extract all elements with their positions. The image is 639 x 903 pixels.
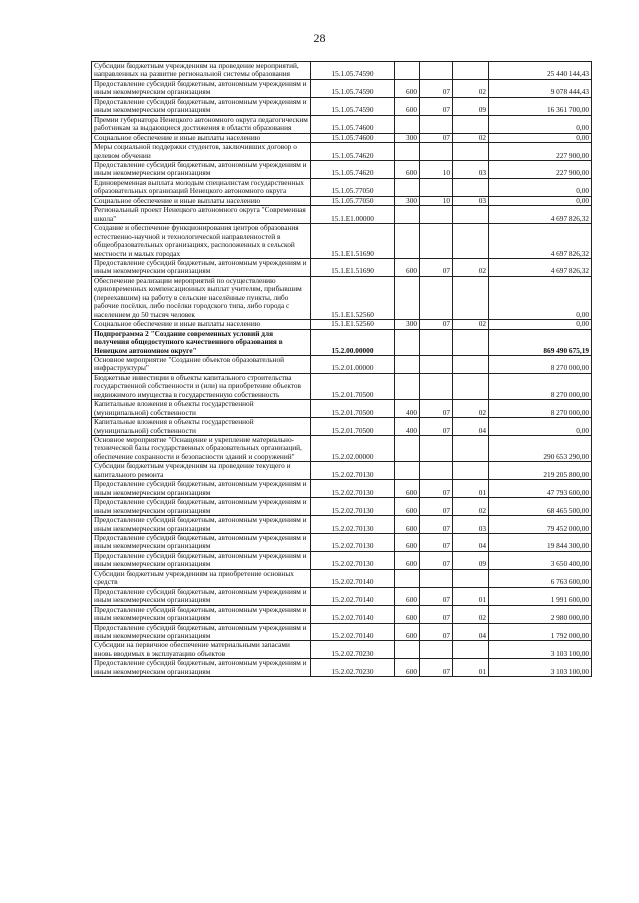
row-code-cell: 15.2.02.70140 [311,569,395,587]
table-row [92,623,592,641]
row-amount-cell: 290 653 290,00 [489,436,592,462]
table-row [92,534,592,552]
row-subsection-cell: 03 [453,160,489,178]
row-expense-type-cell: 600 [395,480,420,498]
row-section-cell: 07 [420,534,453,552]
table-row [92,551,592,569]
row-expense-type-cell: 600 [395,258,420,276]
row-expense-type-cell: 600 [395,605,420,623]
row-expense-type-cell: 600 [395,623,420,641]
row-section-cell [420,355,453,373]
page-number: 28 [313,31,326,45]
row-amount-cell: 16 361 700,00 [489,97,592,115]
row-code-cell: 15.2.02.70230 [311,659,395,677]
row-expense-type-cell [395,373,420,399]
row-name-cell: Капитальные вложения в объекты государственной (муниципальной) собственности [92,418,311,436]
row-expense-type-cell: 600 [395,551,420,569]
row-subsection-cell [453,436,489,462]
row-code-cell: 15.2.02.70130 [311,516,395,534]
row-section-cell: 07 [420,418,453,436]
row-expense-type-cell: 300 [395,320,420,329]
row-expense-type-cell [395,329,420,355]
row-amount-cell: 19 844 300,00 [489,534,592,552]
row-section-cell [420,224,453,259]
row-name-cell: Предоставление субсидий бюджетным, автономным учреждениям и иным некоммерческим организациям [92,498,311,516]
row-subsection-cell: 04 [453,534,489,552]
row-amount-cell: 0,00 [489,196,592,205]
row-expense-type-cell [395,569,420,587]
row-name-cell: Предоставление субсидий бюджетным, автономным учреждениям и иным некоммерческим организациям [92,160,311,178]
row-name-cell: Субсидии бюджетным учреждениям на проведение мероприятий, направленных на развитие региональной системы образования [92,62,311,80]
row-subsection-cell [453,276,489,319]
row-amount-cell: 0,00 [489,276,592,319]
row-code-cell: 15.1.05.74590 [311,97,395,115]
row-section-cell: 07 [420,133,453,142]
row-amount-cell: 4 697 826,32 [489,206,592,224]
row-code-cell: 15.1.E1.00000 [311,206,395,224]
row-amount-cell: 227 900,00 [489,143,592,161]
table-row [92,480,592,498]
row-expense-type-cell: 600 [395,160,420,178]
row-amount-cell: 8 270 000,00 [489,373,592,399]
table-row [92,115,592,133]
row-section-cell: 07 [420,320,453,329]
row-subsection-cell: 01 [453,587,489,605]
row-subsection-cell [453,641,489,659]
row-code-cell: 15.1.05.74590 [311,62,395,80]
row-section-cell [420,373,453,399]
row-subsection-cell [453,224,489,259]
row-section-cell: 07 [420,97,453,115]
row-name-cell: Бюджетные инвестиции в объекты капитального строительства государственной собственности и (или) на приобретение объектов недвижимого имущества в государственную собственность [92,373,311,399]
row-subsection-cell: 04 [453,623,489,641]
row-name-cell: Основное мероприятие "Создание объектов образовательной инфраструктуры" [92,355,311,373]
row-expense-type-cell [395,462,420,480]
row-amount-cell: 47 793 600,00 [489,480,592,498]
row-code-cell: 15.2.02.70130 [311,498,395,516]
table-row [92,196,592,205]
row-expense-type-cell [395,178,420,196]
row-amount-cell: 4 697 826,32 [489,224,592,259]
row-code-cell: 15.2.02.00000 [311,436,395,462]
table-row [92,258,592,276]
table-row [92,641,592,659]
row-code-cell: 15.2.02.70130 [311,534,395,552]
row-code-cell: 15.2.01.70500 [311,418,395,436]
row-name-cell: Региональный проект Ненецкого автономного округа "Современная школа" [92,206,311,224]
row-subsection-cell: 03 [453,516,489,534]
row-section-cell: 07 [420,623,453,641]
row-section-cell: 07 [420,587,453,605]
row-name-cell: Социальное обеспечение и иные выплаты населению [92,320,311,329]
row-subsection-cell: 02 [453,400,489,418]
row-expense-type-cell: 600 [395,587,420,605]
row-amount-cell: 9 078 444,43 [489,79,592,97]
row-expense-type-cell: 300 [395,133,420,142]
row-name-cell: Премии губернатора Ненецкого автономного округа педагогическим работникам за выдающиеся достижения в области образования [92,115,311,133]
row-expense-type-cell: 400 [395,400,420,418]
row-section-cell [420,569,453,587]
table-row [92,160,592,178]
row-expense-type-cell: 600 [395,659,420,677]
row-name-cell: Создание и обеспечение функционирования центров образования естественно-научной и технологической направленностей в общеобразовательных организациях, расположенных в сельской местности и малых городах [92,224,311,259]
row-section-cell [420,276,453,319]
row-subsection-cell [453,329,489,355]
row-code-cell: 15.2.00.00000 [311,329,395,355]
row-name-cell: Предоставление субсидий бюджетным, автономным учреждениям и иным некоммерческим организациям [92,79,311,97]
table-row [92,373,592,399]
row-amount-cell: 68 465 500,00 [489,498,592,516]
row-expense-type-cell [395,62,420,80]
row-section-cell: 07 [420,258,453,276]
table-row [92,276,592,319]
row-section-cell: 07 [420,498,453,516]
row-expense-type-cell: 600 [395,534,420,552]
row-name-cell: Предоставление субсидий бюджетным, автономным учреждениям и иным некоммерческим организациям [92,534,311,552]
row-expense-type-cell [395,115,420,133]
table-row [92,178,592,196]
row-subsection-cell: 02 [453,258,489,276]
row-subsection-cell [453,462,489,480]
row-section-cell [420,178,453,196]
row-name-cell: Обеспечение реализации мероприятий по осуществлению единовременных компенсационных выплат учителям, прибывшим (переехавшим) на работу в сельские населённые пункты, либо рабочие посёлки, либо посёлки городского типа, либо города с населением до 50 тысяч человек [92,276,311,319]
row-amount-cell: 1 991 600,00 [489,587,592,605]
row-amount-cell: 869 490 675,19 [489,329,592,355]
row-expense-type-cell [395,224,420,259]
table-row [92,79,592,97]
row-section-cell: 10 [420,160,453,178]
row-code-cell: 15.2.02.70140 [311,623,395,641]
row-code-cell: 15.2.01.70500 [311,400,395,418]
row-section-cell: 07 [420,605,453,623]
row-section-cell [420,329,453,355]
row-code-cell: 15.2.02.70140 [311,587,395,605]
table-row [92,498,592,516]
row-subsection-cell: 04 [453,418,489,436]
row-name-cell: Субсидии на первичное обеспечение материальными запасами вновь вводимых в эксплуатацию объектов [92,641,311,659]
table-row [92,605,592,623]
row-code-cell: 15.2.02.70230 [311,641,395,659]
row-subsection-cell: 09 [453,97,489,115]
row-section-cell [420,143,453,161]
row-section-cell: 07 [420,551,453,569]
row-amount-cell: 1 792 000,00 [489,623,592,641]
row-expense-type-cell [395,276,420,319]
row-code-cell: 15.1.05.74600 [311,115,395,133]
row-expense-type-cell [395,436,420,462]
row-name-cell: Единовременная выплата молодым специалистам государственных образовательных организаций Ненецкого автономного округа [92,178,311,196]
row-section-cell [420,115,453,133]
row-amount-cell: 2 980 000,00 [489,605,592,623]
table-row [92,436,592,462]
row-amount-cell: 227 900,00 [489,160,592,178]
table-row [92,569,592,587]
row-code-cell: 15.2.01.00000 [311,355,395,373]
row-name-cell: Социальное обеспечение и иные выплаты населению [92,196,311,205]
row-subsection-cell [453,115,489,133]
row-subsection-cell: 02 [453,605,489,623]
row-amount-cell: 8 270 000,00 [489,355,592,373]
row-name-cell: Подпрограмма 2 "Создание современных условий для получения общедоступного качественного образования в Ненецком автономном округе" [92,329,311,355]
row-code-cell: 15.2.02.70130 [311,480,395,498]
row-name-cell: Предоставление субсидий бюджетным, автономным учреждениям и иным некоммерческим организациям [92,258,311,276]
row-name-cell: Предоставление субсидий бюджетным, автономным учреждениям и иным некоммерческим организациям [92,97,311,115]
row-expense-type-cell [395,206,420,224]
row-expense-type-cell: 600 [395,516,420,534]
row-section-cell [420,436,453,462]
row-expense-type-cell: 600 [395,97,420,115]
row-amount-cell: 0,00 [489,320,592,329]
row-subsection-cell [453,206,489,224]
row-name-cell: Социальное обеспечение и иные выплаты населению [92,133,311,142]
row-section-cell: 07 [420,480,453,498]
row-code-cell: 15.1.E1.52560 [311,320,395,329]
row-code-cell: 15.2.01.70500 [311,373,395,399]
row-subsection-cell: 02 [453,320,489,329]
row-amount-cell: 0,00 [489,115,592,133]
table-row [92,320,592,329]
row-name-cell: Предоставление субсидий бюджетным, автономным учреждениям и иным некоммерческим организациям [92,516,311,534]
row-subsection-cell: 02 [453,79,489,97]
row-expense-type-cell [395,143,420,161]
table-row [92,400,592,418]
row-expense-type-cell: 600 [395,79,420,97]
row-section-cell [420,206,453,224]
table-row [92,206,592,224]
row-amount-cell: 8 270 000,00 [489,400,592,418]
table-row [92,97,592,115]
table-row [92,659,592,677]
row-name-cell: Предоставление субсидий бюджетным, автономным учреждениям и иным некоммерческим организациям [92,659,311,677]
row-code-cell: 15.1.05.74600 [311,133,395,142]
row-code-cell: 15.1.05.74620 [311,143,395,161]
row-section-cell [420,62,453,80]
budget-table-body [92,62,592,677]
row-amount-cell: 3 650 400,00 [489,551,592,569]
row-code-cell: 15.1.05.77050 [311,178,395,196]
row-name-cell: Предоставление субсидий бюджетным, автономным учреждениям и иным некоммерческим организациям [92,480,311,498]
row-section-cell: 07 [420,516,453,534]
row-amount-cell: 0,00 [489,418,592,436]
row-expense-type-cell: 300 [395,196,420,205]
row-subsection-cell: 02 [453,498,489,516]
row-subsection-cell [453,569,489,587]
row-section-cell: 10 [420,196,453,205]
row-subsection-cell: 01 [453,480,489,498]
row-subsection-cell [453,62,489,80]
row-amount-cell: 4 697 826,32 [489,258,592,276]
row-expense-type-cell [395,355,420,373]
budget-table [91,61,592,677]
row-subsection-cell: 09 [453,551,489,569]
row-subsection-cell [453,355,489,373]
row-code-cell: 15.2.02.70130 [311,551,395,569]
row-section-cell: 07 [420,659,453,677]
row-section-cell [420,462,453,480]
row-expense-type-cell: 400 [395,418,420,436]
row-name-cell: Субсидии бюджетным учреждениям на приобретение основных средств [92,569,311,587]
row-name-cell: Предоставление субсидий бюджетным, автономным учреждениям и иным некоммерческим организациям [92,587,311,605]
row-name-cell: Предоставление субсидий бюджетным, автономным учреждениям и иным некоммерческим организациям [92,551,311,569]
row-code-cell: 15.1.E1.51690 [311,224,395,259]
row-name-cell: Предоставление субсидий бюджетным, автономным учреждениям и иным некоммерческим организациям [92,605,311,623]
row-section-cell: 07 [420,79,453,97]
row-amount-cell: 25 440 144,43 [489,62,592,80]
row-subsection-cell: 02 [453,133,489,142]
table-row [92,224,592,259]
row-amount-cell: 219 205 800,00 [489,462,592,480]
row-amount-cell: 6 763 600,00 [489,569,592,587]
row-name-cell: Капитальные вложения в объекты государственной (муниципальной) собственности [92,400,311,418]
row-subsection-cell: 03 [453,196,489,205]
row-name-cell: Основное мероприятие "Оснащение и укрепление материально-технической базы государственных образовательных организаций, обеспечение сохранности и безопасности зданий и сооружений" [92,436,311,462]
row-name-cell: Меры социальной поддержки студентов, заключивших договор о целевом обучении [92,143,311,161]
row-expense-type-cell [395,641,420,659]
table-row [92,462,592,480]
table-row [92,418,592,436]
row-code-cell: 15.1.05.74620 [311,160,395,178]
table-row [92,329,592,355]
row-amount-cell: 0,00 [489,133,592,142]
row-code-cell: 15.1.05.77050 [311,196,395,205]
table-row [92,355,592,373]
row-expense-type-cell: 600 [395,498,420,516]
row-code-cell: 15.1.E1.51690 [311,258,395,276]
table-row [92,62,592,80]
table-row [92,587,592,605]
row-subsection-cell [453,178,489,196]
table-row [92,143,592,161]
row-subsection-cell [453,373,489,399]
row-name-cell: Предоставление субсидий бюджетным, автономным учреждениям и иным некоммерческим организациям [92,623,311,641]
row-code-cell: 15.2.02.70140 [311,605,395,623]
row-name-cell: Субсидии бюджетным учреждениям на проведение текущего и капитального ремонта [92,462,311,480]
row-amount-cell: 3 103 100,00 [489,659,592,677]
table-row [92,516,592,534]
row-section-cell [420,641,453,659]
row-amount-cell: 0,00 [489,178,592,196]
row-code-cell: 15.1.05.74590 [311,79,395,97]
row-code-cell: 15.2.02.70130 [311,462,395,480]
row-section-cell: 07 [420,400,453,418]
row-amount-cell: 3 103 100,00 [489,641,592,659]
row-subsection-cell [453,143,489,161]
row-amount-cell: 79 452 000,00 [489,516,592,534]
row-code-cell: 15.1.E1.52560 [311,276,395,319]
table-row [92,133,592,142]
row-subsection-cell: 01 [453,659,489,677]
